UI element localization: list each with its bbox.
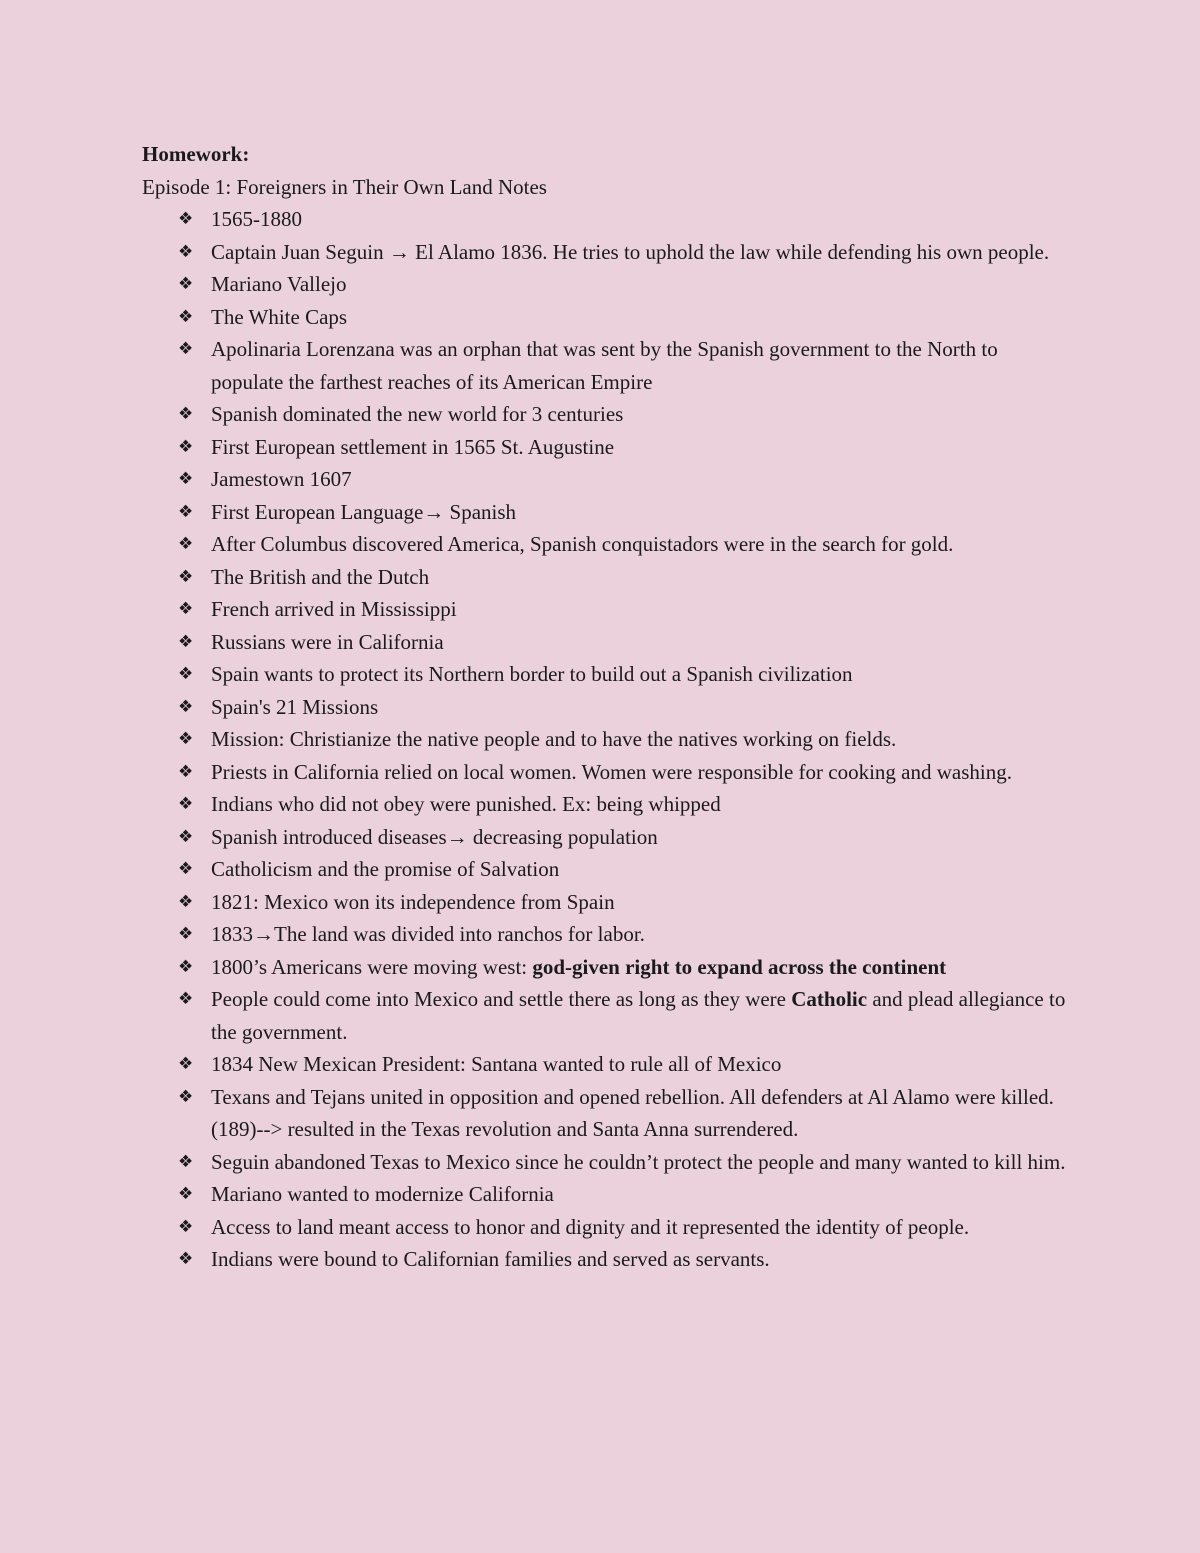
- list-item: [142, 983, 1072, 1048]
- list-item: [142, 788, 1072, 821]
- list-item: [142, 236, 1072, 269]
- diamond-bullet-icon: ❖: [178, 729, 194, 749]
- list-item: [142, 1211, 1072, 1244]
- list-item: [142, 463, 1072, 496]
- diamond-bullet-icon: ❖: [178, 761, 194, 782]
- item-text: Texans and Tejans united in opposition and opened rebellion. All defenders at Al Alamo were killed. (189)--> resulted in the Texas revolution and Santa Anna surrendered.: [211, 1084, 1054, 1141]
- item-text: Indians who did not obey were punished. Ex: being whipped: [211, 792, 721, 816]
- homework-heading: Homework:: [142, 142, 250, 166]
- notes-list: [142, 203, 1072, 1276]
- list-item: [142, 918, 1072, 951]
- list-item: [142, 626, 1072, 659]
- list-item: [142, 853, 1072, 886]
- item-text: Spain wants to protect its Northern border to build out a Spanish civilization: [211, 662, 853, 686]
- diamond-bullet-icon: ❖: [178, 1249, 194, 1269]
- list-item: [142, 1146, 1072, 1179]
- item-text: The British and the Dutch: [211, 564, 430, 589]
- list-item: [142, 561, 1072, 594]
- diamond-bullet-icon: ❖: [178, 404, 194, 424]
- item-text: People could come into Mexico and settle there as long as they were: [211, 987, 792, 1011]
- list-item: [142, 821, 1072, 854]
- diamond-bullet-icon: ❖: [178, 1086, 194, 1107]
- item-text: Spain's 21 Missions: [211, 694, 379, 719]
- diamond-bullet-icon: ❖: [178, 826, 194, 847]
- diamond-bullet-icon: ❖: [178, 989, 194, 1009]
- diamond-bullet-icon: ❖: [178, 599, 194, 619]
- item-text: Spanish dominated the new world for 3 centuries: [211, 402, 624, 426]
- diamond-bullet-icon: ❖: [178, 209, 194, 229]
- list-item: [142, 1243, 1072, 1276]
- list-item: [142, 203, 1072, 236]
- diamond-bullet-icon: ❖: [178, 891, 194, 912]
- list-item: [142, 333, 1072, 398]
- diamond-bullet-icon: ❖: [178, 1184, 194, 1204]
- episode-title: Episode 1: Foreigners in Their Own Land Notes: [142, 174, 547, 199]
- item-text: 1833→The land was divided into ranchos for labor.: [211, 922, 645, 946]
- diamond-bullet-icon: ❖: [178, 306, 194, 327]
- diamond-bullet-icon: ❖: [178, 274, 194, 294]
- list-item: [142, 691, 1072, 724]
- diamond-bullet-icon: ❖: [178, 696, 194, 717]
- item-text: Mariano wanted to modernize California: [211, 1182, 554, 1206]
- diamond-bullet-icon: ❖: [178, 339, 194, 359]
- item-text: Priests in California relied on local women. Women were responsible for cooking and washing.: [211, 759, 1012, 784]
- diamond-bullet-icon: ❖: [178, 1151, 194, 1172]
- item-text: First European Language→ Spanish: [211, 499, 517, 524]
- bold-text: god-given right to expand across the continent: [532, 954, 947, 979]
- item-text: 1821: Mexico won its independence from Spain: [211, 889, 615, 914]
- diamond-bullet-icon: ❖: [178, 1054, 194, 1074]
- diamond-bullet-icon: ❖: [178, 1216, 194, 1237]
- item-text: The White Caps: [211, 304, 348, 329]
- diamond-bullet-icon: ❖: [178, 469, 194, 489]
- list-item: [142, 756, 1072, 789]
- list-item: [142, 528, 1072, 561]
- diamond-bullet-icon: ❖: [178, 501, 194, 522]
- list-item: [142, 301, 1072, 334]
- list-item: [142, 431, 1072, 464]
- list-item: [142, 593, 1072, 626]
- item-text: Spanish introduced diseases→ decreasing population: [211, 824, 658, 849]
- item-text: Jamestown 1607: [211, 467, 352, 491]
- document-page: [142, 138, 1072, 1276]
- list-item: [142, 886, 1072, 919]
- item-text: and plead allegiance to the government.: [211, 987, 1066, 1044]
- item-text: Captain Juan Seguin → El Alamo 1836. He tries to uphold the law while defending his own people.: [211, 239, 1050, 264]
- item-text: Apolinaria Lorenzana was an orphan that was sent by the Spanish government to the North to populate the farthest reaches of its American Empire: [211, 337, 998, 394]
- item-text: Mariano Vallejo: [211, 272, 347, 296]
- item-text: Seguin abandoned Texas to Mexico since he couldn’t protect the people and many wanted to kill him.: [211, 1149, 1066, 1174]
- list-item: [142, 723, 1072, 756]
- diamond-bullet-icon: ❖: [178, 859, 194, 879]
- diamond-bullet-icon: ❖: [178, 566, 194, 587]
- item-text: Mission: Christianize the native people and to have the natives working on fields.: [211, 727, 897, 751]
- item-text: 1800’s Americans were moving west:: [211, 954, 533, 979]
- item-text: 1565-1880: [211, 207, 302, 231]
- diamond-bullet-icon: ❖: [178, 794, 194, 814]
- diamond-bullet-icon: ❖: [178, 534, 194, 554]
- list-item: [142, 496, 1072, 529]
- list-item: [142, 398, 1072, 431]
- item-text: 1834 New Mexican President: Santana wanted to rule all of Mexico: [211, 1052, 782, 1076]
- list-item: [142, 658, 1072, 691]
- list-item: [142, 1081, 1072, 1146]
- item-text: First European settlement in 1565 St. Augustine: [211, 434, 615, 459]
- list-item: [142, 951, 1072, 984]
- diamond-bullet-icon: ❖: [178, 924, 194, 944]
- item-text: After Columbus discovered America, Spanish conquistadors were in the search for gold.: [211, 532, 954, 556]
- item-text: French arrived in Mississippi: [211, 597, 457, 621]
- diamond-bullet-icon: ❖: [178, 631, 194, 652]
- item-text: Catholicism and the promise of Salvation: [211, 857, 560, 881]
- list-item: [142, 1178, 1072, 1211]
- item-text: Access to land meant access to honor and dignity and it represented the identity of people.: [211, 1214, 970, 1239]
- item-text: Indians were bound to Californian families and served as servants.: [211, 1247, 770, 1271]
- bold-text: Catholic: [791, 987, 868, 1011]
- list-item: [142, 268, 1072, 301]
- list-item: [142, 1048, 1072, 1081]
- diamond-bullet-icon: ❖: [178, 436, 194, 457]
- diamond-bullet-icon: ❖: [178, 664, 194, 684]
- item-text: Russians were in California: [211, 629, 444, 654]
- diamond-bullet-icon: ❖: [178, 956, 194, 977]
- diamond-bullet-icon: ❖: [178, 241, 194, 262]
